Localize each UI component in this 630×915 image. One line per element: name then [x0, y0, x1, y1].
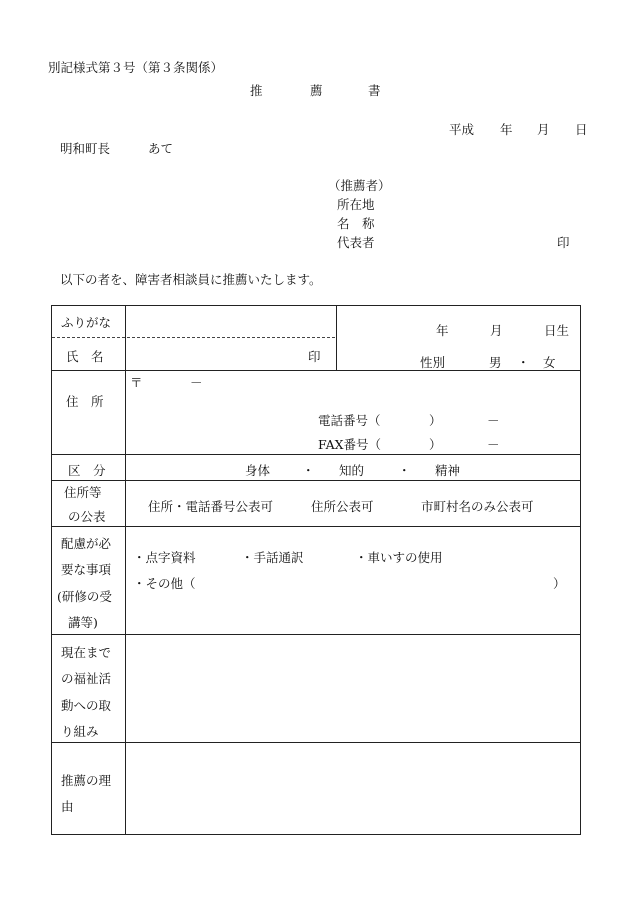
form-reference: 別記様式第３号（第３条関係） [48, 60, 224, 75]
row-divider [51, 634, 581, 635]
publication-option-city-only[interactable]: 市町村名のみ公表可 [421, 499, 534, 514]
welfare-label-line-3: 動への取 [61, 698, 112, 713]
intro-text: 以下の者を、障害者相談員に推薦いたします。 [60, 272, 322, 287]
consideration-label-line-3: (研修の受 [57, 589, 112, 604]
label-column-divider [125, 305, 126, 835]
reason-label-line-2: 由 [61, 799, 74, 814]
date-month: 月 [537, 122, 550, 137]
fax-dash: － [487, 437, 500, 452]
category-separator: ・ [302, 463, 315, 478]
welfare-activities-field[interactable] [127, 636, 579, 741]
birth-year: 年 [436, 323, 449, 338]
birth-month: 月 [490, 323, 503, 338]
phone-label: 電話番号（ [318, 413, 381, 428]
publication-label-line-2: の公表 [68, 509, 106, 524]
category-physical[interactable]: 身体 [245, 463, 271, 478]
category-separator: ・ [398, 463, 411, 478]
consideration-label-line-2: 要な事項 [61, 562, 112, 577]
table-border-right [580, 305, 581, 835]
furigana-dashed-divider [52, 337, 335, 338]
fax-close: ） [429, 437, 442, 452]
date-year: 年 [500, 122, 513, 137]
category-intellectual[interactable]: 知的 [339, 463, 365, 478]
welfare-label-line-1: 現在まで [61, 645, 112, 660]
phone-dash: － [487, 413, 500, 428]
reason-field[interactable] [127, 744, 579, 833]
doc-title-char-2: 薦 [310, 83, 323, 98]
address-label: 住 所 [66, 394, 104, 409]
publication-option-full[interactable]: 住所・電話番号公表可 [148, 499, 274, 514]
welfare-label-line-2: の福祉活 [61, 671, 112, 686]
row-divider [51, 742, 581, 743]
recommender-heading: （推薦者） [328, 178, 391, 193]
reason-label-line-1: 推薦の理 [61, 773, 112, 788]
postal-mark: 〒 [130, 375, 143, 390]
publication-option-address[interactable]: 住所公表可 [311, 499, 374, 514]
furigana-label: ふりがな [61, 315, 112, 330]
addressee: 明和町長 [60, 141, 111, 156]
date-era: 平成 [449, 122, 475, 137]
publication-label-line-1: 住所等 [64, 485, 102, 500]
date-day: 日 [575, 122, 588, 137]
category-mental[interactable]: 精神 [435, 463, 461, 478]
row-divider [51, 526, 581, 527]
gender-male[interactable]: 男 [489, 355, 502, 370]
welfare-label-line-4: り組み [61, 724, 99, 739]
recommender-address-label: 所在地 [337, 197, 375, 212]
category-label: 区 分 [68, 463, 106, 478]
row-divider [51, 480, 581, 481]
phone-close: ） [429, 413, 442, 428]
recommender-rep-label: 代表者 [337, 235, 375, 250]
postal-dash: － [190, 375, 203, 390]
row-divider [51, 454, 581, 455]
addressee-suffix: あて [148, 141, 174, 156]
consideration-label-line-1: 配慮が必 [61, 536, 112, 551]
doc-title-char-1: 推 [250, 83, 263, 98]
name-seal: 印 [308, 349, 321, 364]
table-border-bottom [51, 834, 581, 835]
gender-separator: ・ [517, 355, 530, 370]
gender-label: 性別 [420, 355, 446, 370]
consideration-wheelchair[interactable]: ・車いすの使用 [355, 550, 443, 565]
name-label: 氏 名 [66, 349, 104, 364]
consideration-sign-language[interactable]: ・手話通訳 [241, 550, 304, 565]
fax-label: FAX番号（ [318, 437, 382, 452]
doc-title-char-3: 書 [368, 83, 381, 98]
consideration-label-line-4: 講等) [68, 615, 98, 630]
gender-female[interactable]: 女 [543, 355, 556, 370]
table-border-top [51, 305, 581, 306]
consideration-other[interactable]: ・その他（ [133, 576, 196, 591]
consideration-other-close: ） [553, 576, 566, 591]
recommender-seal: 印 [557, 235, 570, 250]
birth-day: 日生 [544, 323, 570, 338]
recommender-name-label: 名 称 [337, 216, 375, 231]
table-border-left [51, 305, 52, 835]
birth-column-divider [336, 305, 337, 371]
consideration-braille[interactable]: ・点字資料 [133, 550, 196, 565]
